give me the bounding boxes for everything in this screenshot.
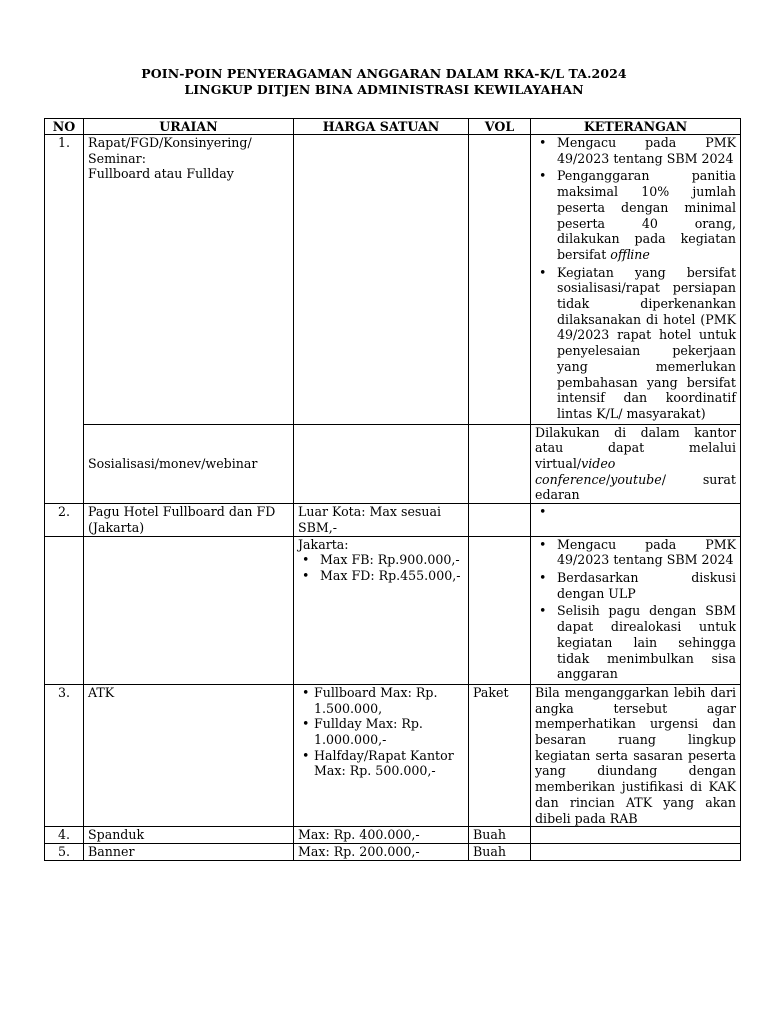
row-keterangan: Dilakukan di dalam kantor atau dapat melalui virtual/video conference/youtube/ surat edaran [531, 424, 741, 504]
title-line-1: POIN-POIN PENYERAGAMAN ANGGARAN DALAM RKA-K/L TA.2024 [141, 66, 627, 81]
row-vol: Buah [469, 827, 531, 844]
row-harga [294, 424, 469, 504]
row-no: 5. [45, 843, 84, 860]
row-no: 3. [45, 684, 84, 826]
list-item: • Max FB: Rp.900.000,- [302, 552, 460, 568]
list-item: • [539, 504, 547, 520]
list-item: • Selisih pagu dengan SBM dapat direalokasi untuk kegiatan lain sehingga tidak menimbulkan sisa anggaran [539, 603, 736, 682]
col-header-uraian: URAIAN [84, 119, 294, 135]
row-uraian: Spanduk [84, 827, 294, 844]
row-uraian: Sosialisasi/monev/webinar [84, 424, 294, 504]
row-keterangan [531, 843, 741, 860]
list-item: • Halfday/Rapat Kantor Max: Rp. 500.000,- [302, 747, 454, 779]
row-uraian: ATK [84, 684, 294, 826]
row-harga: Max: Rp. 400.000,- [294, 827, 469, 844]
list-item: • Fullday Max: Rp. 1.000.000,- [302, 716, 423, 748]
list-item: • Kegiatan yang bersifat sosialisasi/rapat persiapan tidak diperkenankan dilaksanakan di hotel (PMK 49/2023 rapat hotel untuk penyelesaian pekerjaan yang memerlukan pembahasan yang bersifat intensif dan koordinatif lintas K/L/ masyarakat) [539, 264, 736, 421]
row-uraian: Banner [84, 843, 294, 860]
table-row [45, 135, 741, 425]
row-harga: Jakarta: • Max FB: Rp.900.000,- • Max FD: Rp.455.000,- [294, 536, 469, 684]
list-item: • Mengacu pada PMK 49/2023 tentang SBM 2024 [539, 135, 736, 166]
row-vol [469, 424, 531, 504]
row-vol [469, 135, 531, 425]
title-line-2: LINGKUP DITJEN BINA ADMINISTRASI KEWILAYAHAN [184, 82, 584, 97]
row-harga: Max: Rp. 200.000,- [294, 843, 469, 860]
budget-table [44, 118, 741, 861]
row-keterangan [531, 135, 741, 425]
table-row [45, 827, 741, 844]
row-vol: Paket [469, 684, 531, 826]
table-row [45, 684, 741, 826]
list-item: • Mengacu pada PMK 49/2023 tentang SBM 2024 [539, 536, 736, 568]
row-uraian: Pagu Hotel Fullboard dan FD (Jakarta) [84, 504, 294, 536]
row-vol [469, 536, 531, 684]
table-header-row [45, 119, 741, 135]
row-keterangan [531, 827, 741, 844]
col-header-vol: VOL [469, 119, 531, 135]
row-vol: Buah [469, 843, 531, 860]
row-harga [294, 684, 469, 826]
row-uraian [84, 536, 294, 684]
row-no [45, 536, 84, 684]
list-item: • Berdasarkan diskusi dengan ULP [539, 569, 736, 601]
col-header-keterangan: KETERANGAN [531, 119, 741, 135]
table-row [45, 536, 741, 684]
list-item: • Max FD: Rp.455.000,- [302, 567, 461, 583]
row-keterangan: Bila menganggarkan lebih dari angka tersebut agar memperhatikan urgensi dan besaran ruang lingkup kegiatan serta sasaran peserta yang diundang dengan memberikan justifikasi di KAK dan rincian ATK yang akan dibeli pada RAB [531, 684, 741, 826]
table-row [45, 504, 741, 536]
row-no: 1. [45, 135, 84, 504]
list-item: • Penganggaran panitia maksimal 10% jumlah peserta dengan minimal peserta 40 orang, dilakukan pada kegiatan bersifat offline [539, 168, 736, 262]
uraian-line: Rapat/FGD/Konsinyering/ [88, 135, 252, 150]
row-keterangan [531, 504, 741, 536]
row-no: 4. [45, 827, 84, 844]
table-row [45, 843, 741, 860]
document-header [0, 66, 768, 98]
row-no: 2. [45, 504, 84, 536]
row-vol [469, 504, 531, 536]
col-header-harga: HARGA SATUAN [294, 119, 469, 135]
table-row [45, 424, 741, 504]
row-harga: Luar Kota: Max sesuai SBM,- [294, 504, 469, 536]
row-uraian [84, 135, 294, 425]
list-item: • Fullboard Max: Rp. 1.500.000, [302, 684, 438, 716]
uraian-line: Fullboard atau Fullday [88, 166, 234, 182]
row-keterangan [531, 536, 741, 684]
uraian-line: Seminar: [88, 150, 146, 166]
col-header-no: NO [45, 119, 84, 135]
row-harga [294, 135, 469, 425]
